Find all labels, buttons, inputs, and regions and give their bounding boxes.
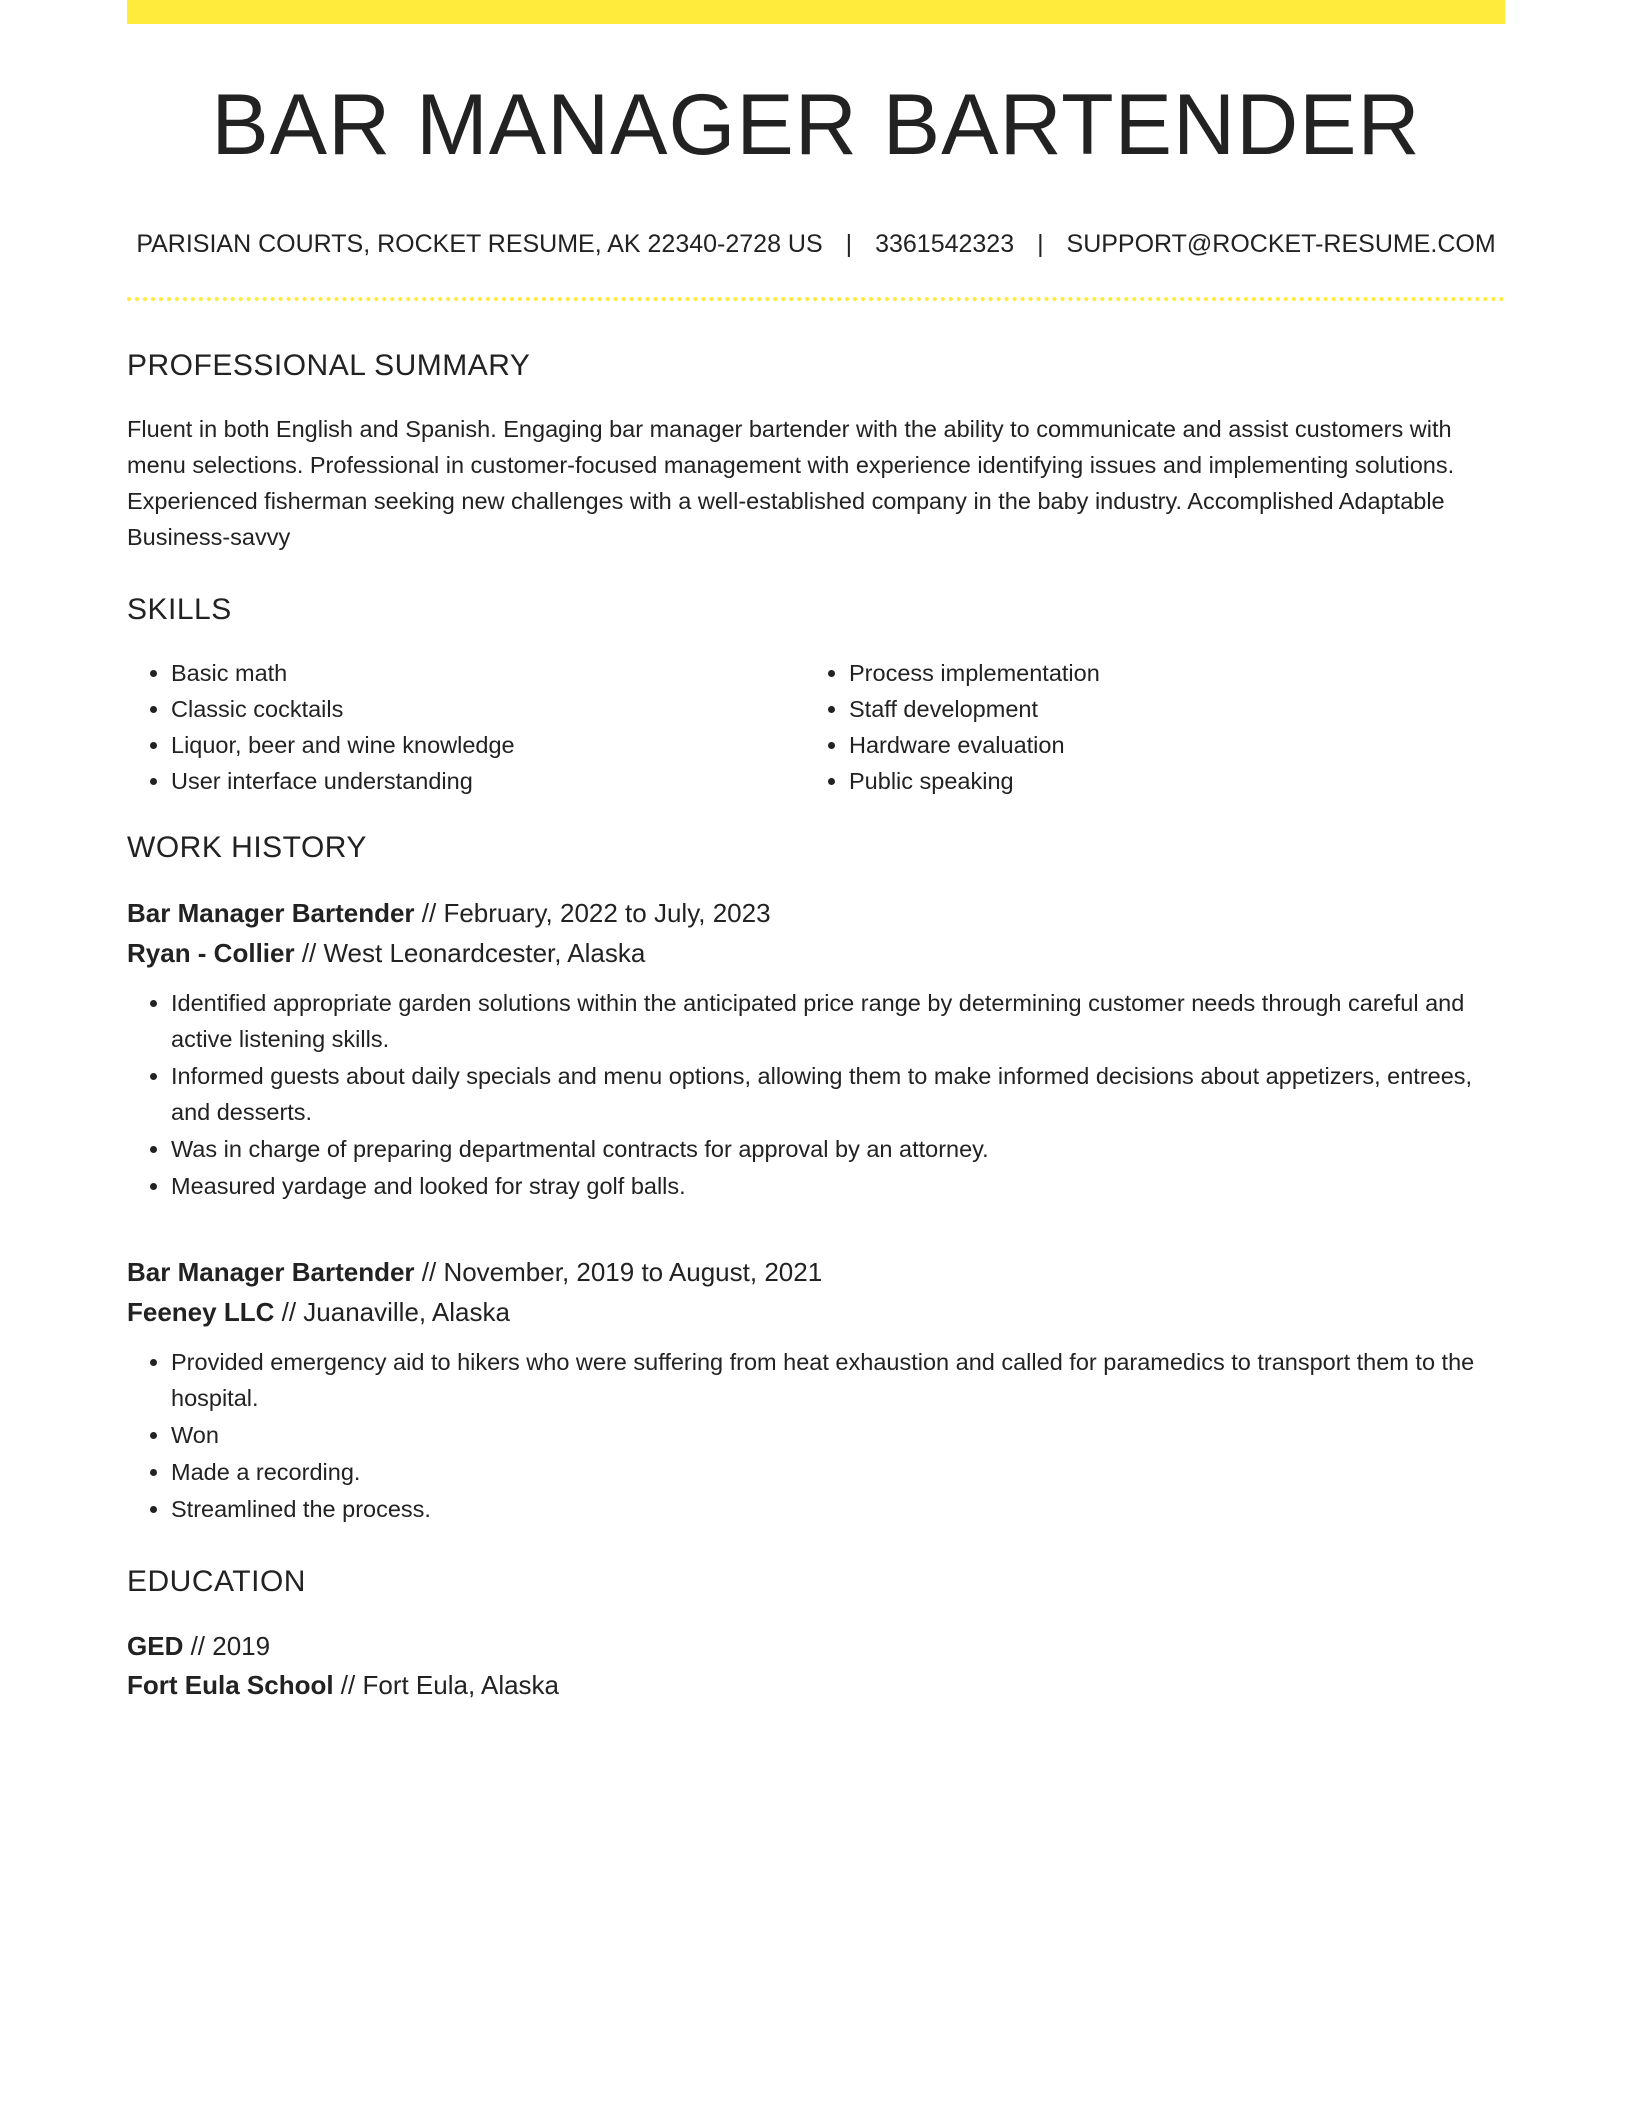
contact-phone: 3361542323 <box>875 230 1015 258</box>
job-company: Feeney LLC <box>127 1297 275 1327</box>
summary-heading: PROFESSIONAL SUMMARY <box>127 349 531 382</box>
job-bullet: • Streamlined the process. <box>171 1491 1505 1527</box>
skill-item: • Liquor, beer and wine knowledge <box>171 727 805 763</box>
job-bullet-list <box>127 985 1505 1204</box>
work-history-heading: WORK HISTORY <box>127 831 367 864</box>
skills-list <box>127 655 1505 799</box>
skill-item: • User interface understanding <box>171 763 805 799</box>
skill-item: • Classic cocktails <box>171 691 805 727</box>
skill-item: • Public speaking <box>849 763 1483 799</box>
education-heading: EDUCATION <box>127 1565 306 1598</box>
job-entry <box>127 893 1505 1204</box>
skill-item: • Hardware evaluation <box>849 727 1483 763</box>
education-year: // 2019 <box>183 1631 271 1661</box>
job-company-line <box>127 933 1505 973</box>
job-bullet-list <box>127 1344 1505 1527</box>
job-entry <box>127 1252 1505 1527</box>
job-company: Ryan - Collier <box>127 938 295 968</box>
education-school: Fort Eula School <box>127 1670 334 1700</box>
contact-address: PARISIAN COURTS, ROCKET RESUME, AK 22340-2728 US <box>136 230 823 258</box>
job-dates: // November, 2019 to August, 2021 <box>414 1257 823 1287</box>
skills-heading: SKILLS <box>127 593 232 626</box>
job-bullet: • Was in charge of preparing departmental contracts for approval by an attorney. <box>171 1131 1505 1167</box>
job-location: // West Leonardcester, Alaska <box>294 938 646 968</box>
job-title-line <box>127 1252 1505 1292</box>
skills-column-left <box>127 655 805 799</box>
job-role: Bar Manager Bartender <box>127 898 415 928</box>
job-location: // Juanaville, Alaska <box>274 1297 510 1327</box>
contact-line <box>127 232 1505 257</box>
job-dates: // February, 2022 to July, 2023 <box>414 898 771 928</box>
resume-name: BAR MANAGER BARTENDER <box>211 77 1421 173</box>
contact-separator: | <box>1037 230 1044 258</box>
job-bullet: • Made a recording. <box>171 1454 1505 1490</box>
header-divider <box>127 297 1505 301</box>
skill-item: • Basic math <box>171 655 805 691</box>
skills-column-right <box>805 655 1483 799</box>
job-bullet: • Provided emergency aid to hikers who were suffering from heat exhaustion and called for paramedics to transport them to the hospital. <box>171 1344 1505 1416</box>
job-bullet: • Won <box>171 1417 1505 1453</box>
education-school-line <box>127 1666 1505 1705</box>
education-degree: GED <box>127 1631 184 1661</box>
job-role: Bar Manager Bartender <box>127 1257 415 1287</box>
top-accent-bar <box>127 0 1505 24</box>
job-bullet: • Informed guests about daily specials and menu options, allowing them to make informed decisions about appetizers, entrees, and desserts. <box>171 1058 1505 1130</box>
job-company-line <box>127 1292 1505 1332</box>
education-entry <box>127 1627 1505 1705</box>
job-bullet: • Identified appropriate garden solutions within the anticipated price range by determining customer needs through careful and active listening skills. <box>171 985 1505 1057</box>
summary-text: Fluent in both English and Spanish. Engaging bar manager bartender with the ability to communicate and assist customers with menu selections. Professional in customer-focused management with experience identifying issues and implementing solutions. Experienced fisherman seeking new challenges with a well-established company in the baby industry. Accomplished Adaptable Business-savvy <box>127 416 1455 550</box>
resume-page <box>127 0 1505 1705</box>
job-bullet: • Measured yardage and looked for stray golf balls. <box>171 1168 1505 1204</box>
education-location: // Fort Eula, Alaska <box>333 1670 560 1700</box>
contact-email: SUPPORT@ROCKET-RESUME.COM <box>1066 230 1496 258</box>
education-degree-line <box>127 1627 1505 1666</box>
contact-separator: | <box>845 230 853 258</box>
skill-item: • Staff development <box>849 691 1483 727</box>
skill-item: • Process implementation <box>849 655 1483 691</box>
job-title-line <box>127 893 1505 933</box>
